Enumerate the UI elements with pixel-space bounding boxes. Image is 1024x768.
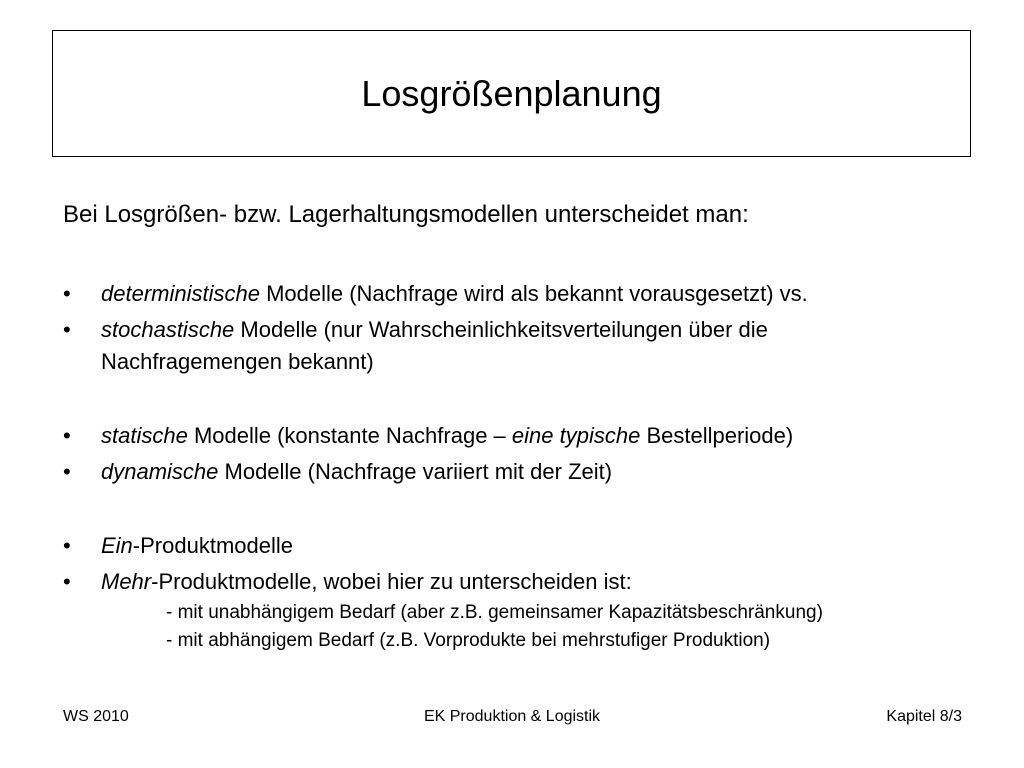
sub-item: - mit abhängigem Bedarf (z.B. Vorprodukte bei mehrstufiger Produktion) bbox=[166, 630, 771, 651]
bullet-rest-2: Bestellperiode) bbox=[640, 423, 794, 448]
bullet-emphasis: dynamische bbox=[101, 459, 219, 484]
bullet-emphasis: stochastische bbox=[101, 317, 235, 342]
bullet-continuation: Nachfragemengen bekannt) bbox=[101, 349, 374, 374]
bullet-text bbox=[101, 566, 632, 598]
bullet-rest: -Produktmodelle, wobei hier zu unterscheiden ist: bbox=[151, 569, 632, 594]
footer-semester: WS 2010 bbox=[63, 708, 129, 725]
bullet-rest: -Produktmodelle bbox=[132, 533, 293, 558]
bullet-text bbox=[101, 314, 768, 346]
footer-course: EK Produktion & Logistik bbox=[423, 708, 601, 725]
footer-page: Kapitel 8/3 bbox=[886, 708, 962, 725]
slide-title: Losgrößenplanung bbox=[361, 72, 662, 114]
bullet-emphasis-2: eine typische bbox=[511, 423, 641, 448]
bullet-emphasis: deterministische bbox=[101, 281, 260, 306]
bullet-rest: Modelle (nur Wahrscheinlichkeitsverteilungen über die bbox=[234, 317, 768, 342]
bullet-dot: • bbox=[63, 281, 71, 306]
bullet-dot: • bbox=[63, 459, 71, 484]
intro-text: Bei Losgrößen- bzw. Lagerhaltungsmodellen unterscheidet man: bbox=[63, 201, 749, 228]
sub-item: - mit unabhängigem Bedarf (aber z.B. gemeinsamer Kapazitätsbeschränkung) bbox=[166, 602, 823, 623]
bullet-emphasis: Ein bbox=[101, 533, 133, 558]
bullet-dot: • bbox=[63, 569, 71, 594]
bullet-rest: Modelle (konstante Nachfrage – bbox=[187, 423, 512, 448]
bullet-emphasis: statische bbox=[101, 423, 188, 448]
bullet-text bbox=[101, 420, 793, 452]
bullet-emphasis: Mehr bbox=[101, 569, 152, 594]
bullet-text bbox=[101, 530, 293, 562]
bullet-dot: • bbox=[63, 533, 71, 558]
bullet-rest: Modelle (Nachfrage variiert mit der Zeit) bbox=[218, 459, 613, 484]
bullet-dot: • bbox=[63, 317, 71, 342]
title-box bbox=[52, 30, 971, 157]
bullet-text bbox=[101, 456, 612, 488]
bullet-dot: • bbox=[63, 423, 71, 448]
bullet-text bbox=[101, 278, 808, 310]
bullet-rest: Modelle (Nachfrage wird als bekannt vorausgesetzt) vs. bbox=[259, 281, 808, 306]
